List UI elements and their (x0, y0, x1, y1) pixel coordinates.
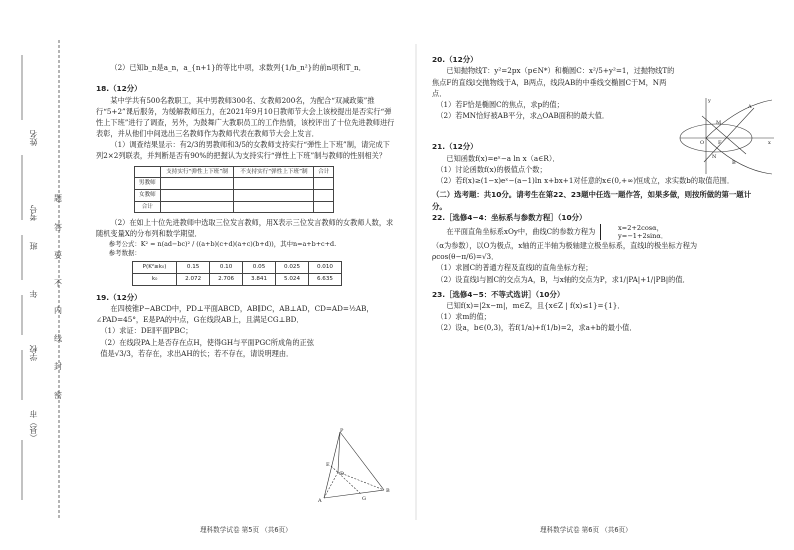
contingency-header: 不支持实行“弹性上下班”制 (234, 166, 314, 178)
q22-body-text: 在平面直角坐标系xOy中，曲线C的参数方程为 (446, 226, 596, 236)
q19-part1: （1）求证：DE∥平面PBC； (100, 326, 193, 336)
q22-body (432, 224, 762, 240)
crit-cell: P(K²≥k₀) (133, 262, 177, 274)
warning-char: 要 (54, 251, 62, 260)
q22-eq-y: y=−1+2sinα． (617, 231, 668, 240)
q23-part1: （1）求m的值； (436, 312, 491, 322)
crit-cell: 6.635 (308, 274, 341, 286)
svg-text:M: M (716, 120, 722, 126)
q18-heading: 18.（12分） (96, 84, 142, 94)
contingency-header: 支持实行“弹性上下班”制 (160, 166, 234, 178)
exam-no-label: 考号 (29, 205, 38, 221)
school-label: 学校 (29, 345, 38, 361)
q22-eq-x: x=2+2cosα， (617, 223, 664, 232)
contingency-row-label: 合计 (135, 201, 161, 213)
grade-label: 年 (29, 290, 38, 298)
contingency-row-label: 男教师 (135, 178, 161, 190)
svg-text:O: O (700, 140, 705, 146)
q21-heading: 21.（12分） (432, 142, 478, 152)
name-label: 姓名 (29, 130, 38, 146)
svg-text:D: D (340, 471, 345, 477)
crit-cell: 2.706 (210, 274, 243, 286)
critical-value-table (132, 261, 342, 285)
q20-body: 已知抛物线T：y²=2px（p∈N*）和椭圆C：x²/5+y²=1，过抛物线T的焦点F的直线l交抛物线于A，B两点，线段AB的中垂线交椭圆C于M，N两点． (432, 66, 675, 98)
contingency-header: 合计 (314, 166, 334, 178)
svg-text:N: N (712, 154, 717, 160)
optional-section-note: （二）选考题：共10分。请考生在第22、23题中任选一题作答，如果多做，则按所做的第一题计分。 (432, 190, 752, 211)
reference-data-caption: 参考数据： (108, 249, 141, 258)
warning-char: 不 (54, 279, 62, 288)
crit-cell: 0.010 (308, 262, 341, 274)
svg-text:A: A (748, 104, 752, 110)
crit-cell: 0.05 (243, 262, 276, 274)
q18-part2: （2）在如上十位先进教师中选取三位发言教师，用X表示三位发言教师的女教师人数，求随机变量X的分布列和数学期望． (96, 218, 394, 239)
q20-part2: （2）若MN恰好被AB平分，求△OAB面积的最大值． (436, 111, 610, 121)
contingency-header (135, 166, 161, 178)
q19-part2: （2）在线段PA上是否存在点H，使得GH与平面PGC所成角的正弦值是√3/3，若存在，求出AH的长；若不存在，请说明理由． (100, 337, 314, 358)
warning-char: 答 (54, 223, 62, 232)
warning-char: 题 (54, 194, 62, 203)
pyramid-figure (316, 428, 396, 508)
q20-part1: （1）若F恰是椭圆C的焦点，求p的值； (436, 99, 564, 109)
q19-body: 在四棱锥P−ABCD中，PD⊥平面ABCD，AB∥DC，AB⊥AD，CD=AD=½AB，∠PAD=45°，E是PA的中点，G在线段AB上，且满足CG⊥BD． (96, 304, 374, 325)
svg-text:G: G (362, 496, 366, 502)
warning-char: 线 (54, 334, 62, 343)
q22-part1: （1）求圆C的普通方程及直线l的直角坐标方程； (436, 263, 593, 273)
q18-part1: （1）调查结果显示：有2/3的男教师和3/5的女教师支持实行“弹性上下班”制，请完成下列2×2列联表，并判断是否有90%的把握认为支持实行“弹性上下班”制与教师的性别相关？ (96, 140, 390, 161)
q21-body: 已知函数f(x)=eˣ−a ln x（a∈R）． (446, 153, 560, 163)
q23-part2: （2）设a，b∈(0,3)，若f(1/a)+f(1/b)=2，求a+b的最小值． (436, 323, 637, 333)
svg-text:F: F (718, 140, 722, 146)
left-page-footer: 理科数学试卷 第5页 （共6页） (200, 526, 292, 534)
q18-body: 某中学共有500名教职工，其中男教师300名、女教师200名，为配合“双减政策”推行“5+2”课后服务，为缓解教师压力，在2021年9月10日教师节大会上该校提出是否实行“弹性上下班”进行了调查，另外，为鼓舞广大教职员工的工作热情，该校评出了十位先进教师进行表彰，并从他们中间选出三名教师作为教师代表在教师节大会上发言． (96, 95, 395, 139)
left-column (96, 62, 396, 359)
warning-char: 封 (54, 362, 62, 371)
q22-heading: 22.［选修4−4：坐标系与参数方程］（10分） (432, 213, 587, 223)
reference-formula: 参考公式：K² = n(ad−bc)² / ((a+b)(c+d)(a+c)(b+d))，其中n=a+b+c+d. (108, 239, 337, 248)
q22-parametric-system (600, 224, 668, 240)
crit-cell: 0.15 (177, 262, 210, 274)
crit-cell: 3.841 (243, 274, 276, 286)
q22-part2: （2）设直线l与圆C的交点为A，B，与x轴的交点为P，求1/|PA|+1/|PB|的值． (436, 274, 690, 284)
crit-cell: 2.072 (177, 274, 210, 286)
crit-cell: 0.025 (276, 262, 309, 274)
q19-heading: 19.（12分） (96, 292, 142, 302)
svg-text:B: B (386, 488, 390, 494)
q23-heading: 23.［选修4−5：不等式选讲］（10分） (432, 289, 565, 299)
svg-text:P: P (340, 428, 344, 434)
class-label: 班 (29, 242, 38, 250)
contingency-table (134, 166, 334, 214)
crit-cell: k₀ (133, 274, 177, 286)
county-label: （县）市 (29, 410, 38, 442)
crit-cell: 5.024 (276, 274, 309, 286)
contingency-row-label: 女教师 (135, 189, 161, 201)
svg-text:A: A (318, 498, 322, 504)
q17-part2: （2）已知b_n是a_n，a_{n+1}的等比中项，求数列{1/b_n²}的前n项和T_n． (110, 63, 366, 72)
svg-text:y: y (708, 98, 711, 104)
svg-text:B: B (732, 160, 736, 166)
q21-part1: （1）讨论函数f(x)的极值点个数； (436, 164, 547, 174)
crit-cell: 0.10 (210, 262, 243, 274)
svg-text:x: x (768, 140, 771, 146)
svg-text:E: E (326, 462, 330, 468)
warning-char: 密 (54, 391, 62, 400)
q22-tail: （α为参数），以O为极点，x轴的正半轴为极轴建立极坐标系，直线l的极坐标方程为ρcos(θ−π/6)=√3． (432, 241, 698, 262)
q23-body: 已知f(x)=|2x−m|，m∈Z，且{x∈Z | f(x)≤1}={1}． (446, 301, 625, 311)
right-page-footer: 理科数学试卷 第6页 （共6页） (540, 526, 632, 534)
warning-char: 内 (54, 306, 62, 315)
conic-figure (676, 96, 776, 176)
q21-part2: （2）若f(x)≥(1−x)eˣ−(a−1)ln x+bx+1对任意的x∈(0,+∞)恒成立，求实数b的取值范围． (436, 176, 735, 186)
q20-heading: 20.（12分） (432, 55, 478, 64)
